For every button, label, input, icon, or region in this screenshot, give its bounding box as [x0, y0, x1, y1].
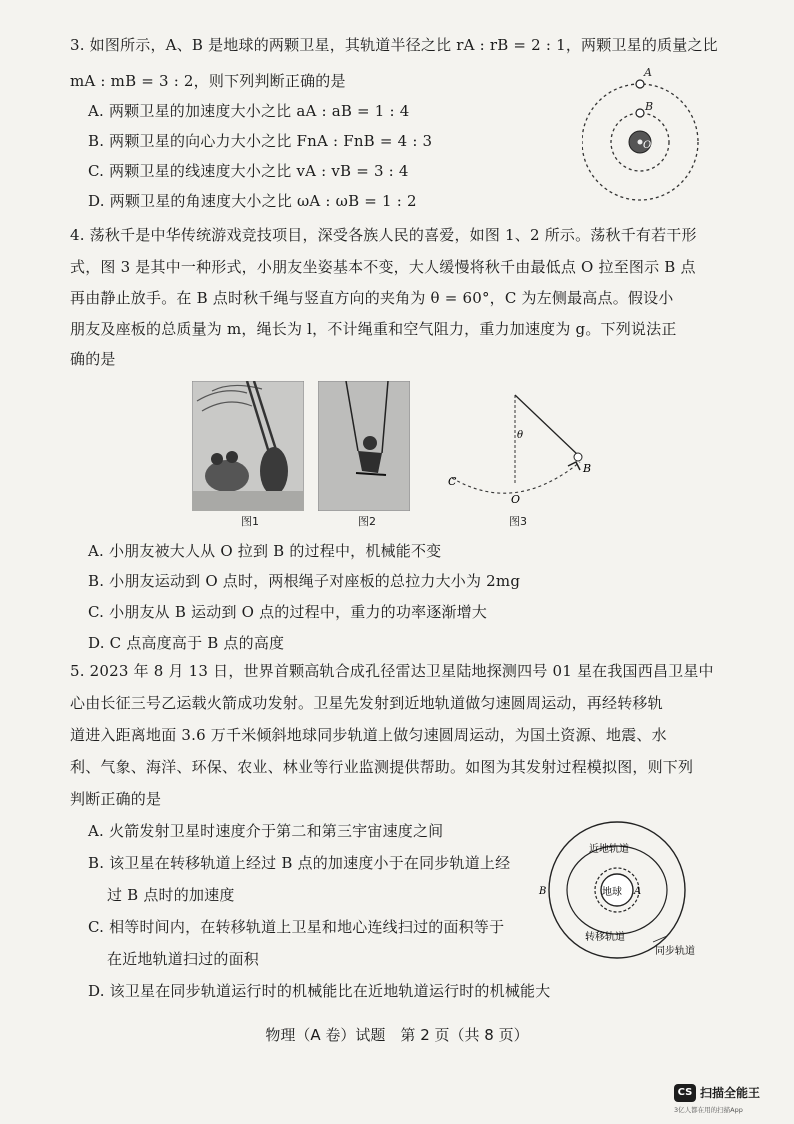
label-b: B [583, 462, 592, 475]
q4-stem-line4: 朋友及座板的总质量为 m，绳长为 l，不计绳重和空气阻力，重力加速度为 g。下列说法正 [70, 320, 677, 338]
q5-orbit-figure [535, 818, 715, 968]
q3-option-c: C. 两颗卫星的线速度大小之比 vA : vB = 3 : 4 [88, 162, 409, 180]
q5-option-b-line2: 过 B 点时的加速度 [107, 886, 235, 904]
q5-option-b-line1: B. 该卫星在转移轨道上经过 B 点的加速度小于在同步轨道上经 [88, 854, 511, 872]
q4-stem-line1: 4. 荡秋千是中华传统游戏竞技项目，深受各族人民的喜爱，如图 1、2 所示。荡秋千有若干形 [70, 226, 697, 244]
satellite-b [636, 109, 644, 117]
q5-stem-line3: 道进入距离地面 3.6 万千米倾斜地球同步轨道上做匀速圆周运动，为国土资源、地震、水 [70, 726, 667, 744]
scanner-slogan: 3亿人都在用的扫描App [674, 1106, 743, 1114]
label-theta: θ [517, 430, 524, 441]
satellite-a [636, 80, 644, 88]
label-b: B [539, 886, 547, 897]
q3-option-d: D. 两颗卫星的角速度大小之比 ωA : ωB = 1 : 2 [88, 192, 417, 210]
q3-stem-line1: 3. 如图所示，A、B 是地球的两颗卫星，其轨道半径之比 rA : rB = 2 : 1，两颗卫星的质量之比 [70, 36, 718, 54]
q4-caption-1: 图1 [241, 515, 259, 528]
q3-orbit-figure [582, 62, 710, 206]
label-c: C [448, 475, 457, 488]
label-a: A [634, 886, 642, 897]
q5-stem-line4: 利、气象、海洋、环保、农业、林业等行业监测提供帮助。如图为其发射过程模拟图，则下列 [70, 758, 694, 776]
transfer-orbit-label: 转移轨道 [585, 932, 625, 943]
label-b: B [645, 100, 654, 113]
q5-option-d: D. 该卫星在同步轨道运行时的机械能比在近地轨道运行时的机械能大 [88, 982, 551, 1000]
near-orbit-label: 近地轨道 [589, 844, 629, 855]
q4-stem-line3: 再由静止放手。在 B 点时秋千绳与竖直方向的夹角为 θ = 60°，C 为左侧最高点。假设小 [70, 289, 674, 307]
swing-arc [452, 462, 580, 493]
label-a: A [644, 66, 652, 79]
q4-figure1-photo [192, 381, 304, 511]
q4-option-d: D. C 点高度高于 B 点的高度 [88, 634, 285, 652]
q5-option-a: A. 火箭发射卫星时速度介于第二和第三宇宙速度之间 [88, 822, 444, 840]
q5-option-c-line2: 在近地轨道扫过的面积 [107, 950, 260, 968]
earth-label: 地球 [602, 887, 622, 898]
label-o: O [511, 493, 521, 506]
q4-stem-line2: 式，图 3 是其中一种形式，小朋友坐姿基本不变，大人缓慢将秋千由最低点 O 拉至图示 B 点 [70, 258, 696, 276]
scanner-watermark [674, 1082, 782, 1116]
q4-caption-2: 图2 [358, 515, 376, 528]
q4-figure3-diagram [440, 390, 600, 515]
sync-orbit-label: 同步轨道 [655, 946, 695, 957]
q4-stem-line5: 确的是 [70, 350, 116, 368]
q5-stem-line1: 5. 2023 年 8 月 13 日，世界首颗高轨合成孔径雷达卫星陆地探测四号 01 星在我国西昌卫星中 [70, 662, 714, 680]
q4-caption-3: 图3 [509, 515, 527, 528]
scanner-name: 扫描全能王 [700, 1086, 761, 1100]
q5-stem-line5: 判断正确的是 [70, 790, 162, 808]
q3-option-a: A. 两颗卫星的加速度大小之比 aA : aB = 1 : 4 [88, 102, 410, 120]
q4-option-b: B. 小朋友运动到 O 点时，两根绳子对座板的总拉力大小为 2mg [88, 572, 521, 590]
q5-option-c-line1: C. 相等时间内，在转移轨道上卫星和地心连线扫过的面积等于 [88, 918, 505, 936]
page-footer: 物理（A 卷）试题 第 2 页（共 8 页） [265, 1026, 529, 1044]
label-o: O [643, 140, 652, 151]
q3-stem-line2: mA : mB = 3 : 2，则下列判断正确的是 [70, 72, 346, 90]
q4-figure2-photo [318, 381, 410, 511]
child-body [568, 462, 580, 470]
child-head [574, 453, 582, 461]
q3-option-b: B. 两颗卫星的向心力大小之比 FnA : FnB = 4 : 3 [88, 132, 433, 150]
scanner-logo-icon: CS [674, 1084, 696, 1102]
swing-rope [515, 395, 578, 455]
earth-center [638, 140, 643, 145]
q4-option-c: C. 小朋友从 B 运动到 O 点的过程中，重力的功率逐渐增大 [88, 603, 488, 621]
q5-stem-line2: 心由长征三号乙运载火箭成功发射。卫星先发射到近地轨道做匀速圆周运动，再经转移轨 [70, 694, 663, 712]
q4-option-a: A. 小朋友被大人从 O 拉到 B 的过程中，机械能不变 [88, 542, 442, 560]
